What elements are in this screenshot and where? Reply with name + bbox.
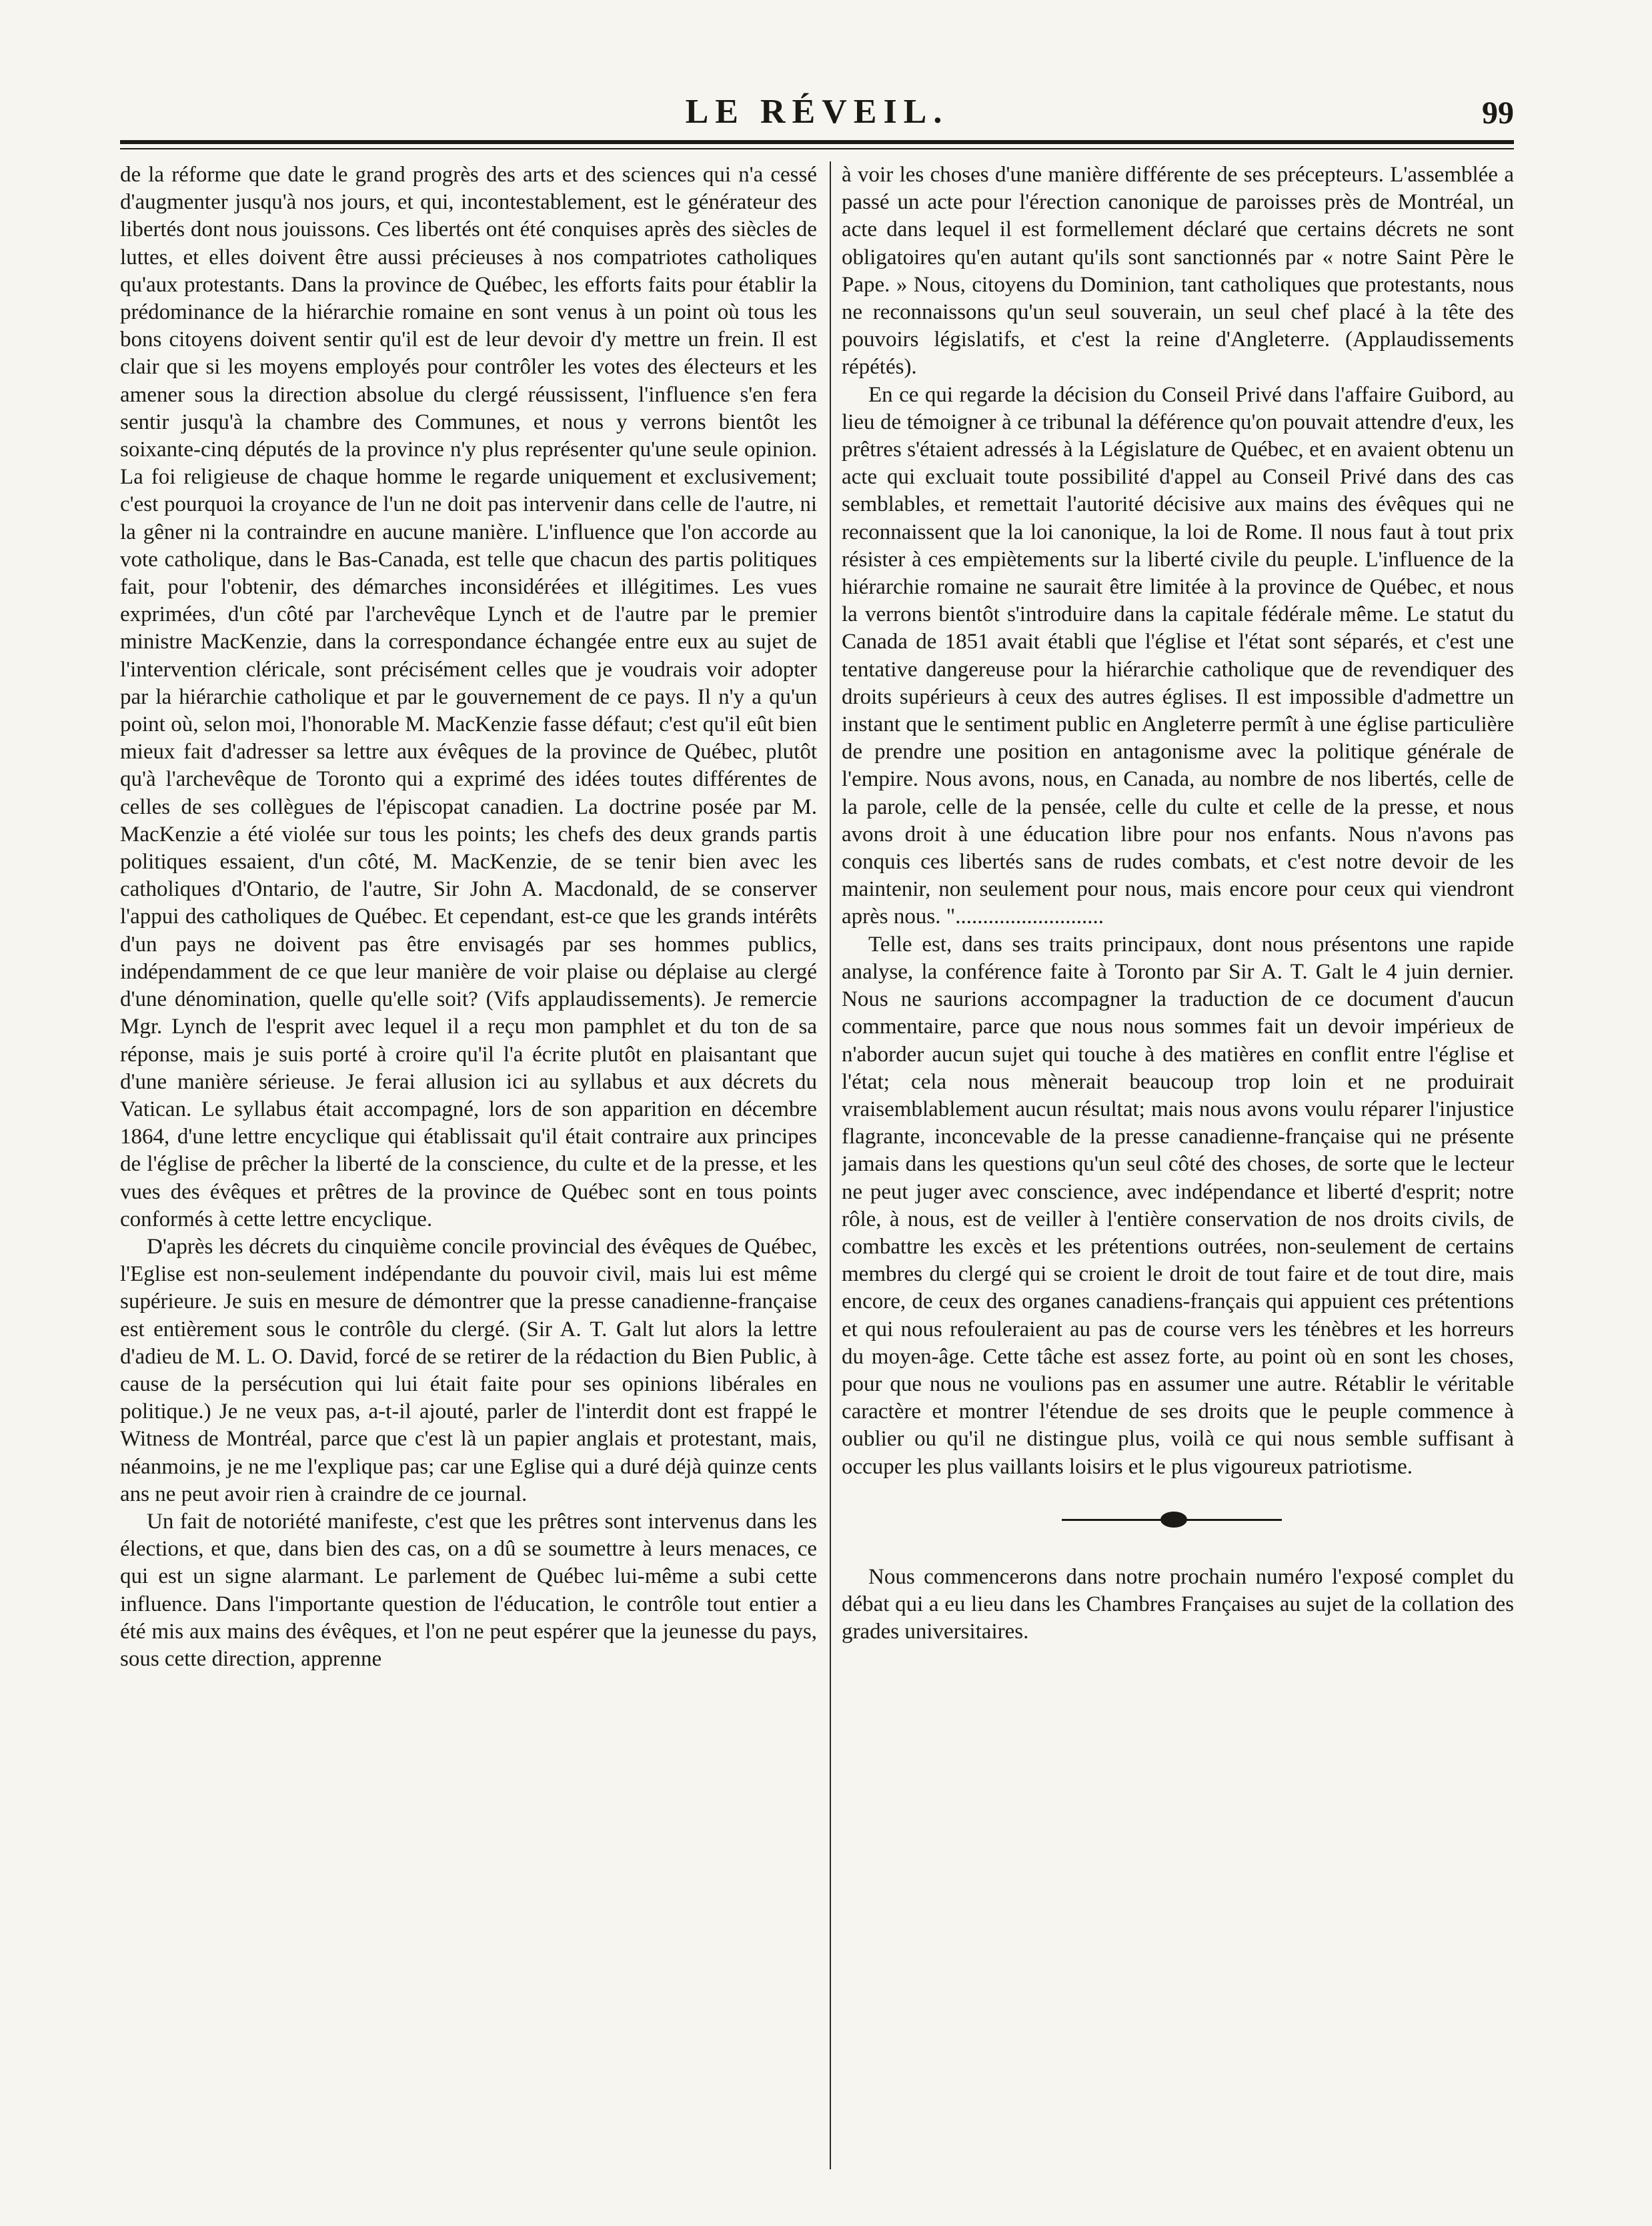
right-column: [842, 161, 1514, 2169]
paragraph: D'après les décrets du cinquième concile provincial des évêques de Québec, l'Eglise est non-seulement indépendante du pouvoir civil, mais lui est même supérieure. Je suis en mesure de démontrer que la presse canadienne-française est entièrement sous le contrôle du clergé. (Sir A. T. Galt lut alors la lettre d'adieu de M. L. O. David, forcé de se retirer de la rédaction du Bien Public, à cause de la persécution qui lui était faite pour ses opinions libérales en politique.) Je ne veux pas, a-t-il ajouté, parler de l'interdit dont est frappé le Witness de Montréal, parce que c'est là un papier anglais et protestant, mais, néanmoins, je ne me l'explique pas; car une Eglise qui a duré déjà quinze cents ans ne peut avoir rien à craindre de ce journal.: [120, 1234, 817, 1506]
column-divider: [830, 161, 831, 2169]
ornament-divider: [842, 1500, 1514, 1540]
paragraph: En ce qui regarde la décision du Conseil Privé dans l'affaire Guibord, au lieu de témoigner à ce tribunal la déférence qu'on pouvait attendre d'eux, les prêtres s'étaient adressés à la Législature de Québec, et en avaient obtenu un acte qui excluait toute possibilité d'appel au Conseil Privé dans des cas semblables, et remettait l'autorité décisive aux mains des évêques qui ne reconnaissent que la loi canonique, la loi de Rome. Il nous faut à tout prix résister à ces empiètements sur la liberté civile du peuple. L'influence de la hiérarchie romaine ne saurait être limitée à la province de Québec, et nous la verrons bientôt s'introduire dans la capitale fédérale même. Le statut du Canada de 1851 avait établi que l'église et l'état sont séparés, et c'est une tentative dangereuse pour la hiérarchie catholique que de revendiquer des droits supérieurs à ceux des autres églises. Il est impossible d'admettre un instant que le sentiment public en Angleterre permît à une église particulière de prendre une position en antagonisme avec la politique générale de l'empire. Nous avons, nous, en Canada, au nombre de nos libertés, celle de la parole, celle de la pensée, celle du culte et celle de la presse, et nous avons droit à une éducation libre pour nos enfants. Nous n'avons pas conquis ces libertés sans de rudes combats, et c'est notre devoir de les maintenir, non seulement pour nous, mais encore pour ceux qui viendront après nous. "...........................: [842, 382, 1514, 929]
page-title: LE RÉVEIL.: [685, 93, 949, 131]
left-column: [120, 161, 817, 2169]
header-rule-thin: [120, 148, 1514, 149]
ornament-dot: [1160, 1512, 1187, 1528]
paragraph: à voir les choses d'une manière différente de ses précepteurs. L'assemblée a passé un acte pour l'érection canonique de paroisses près de Montréal, un acte dans lequel il est formellement déclaré que certains décrets ne sont obligatoires qu'en autant qu'ils sont sanctionnés par « notre Saint Père le Pape. » Nous, citoyens du Dominion, tant catholiques que protestants, nous ne reconnaissons qu'un seul souverain, un seul chef placé à la tête des pouvoirs législatifs, et c'est la reine d'Angleterre. (Applaudissements répétés).: [842, 163, 1514, 380]
paragraph: Telle est, dans ses traits principaux, dont nous présentons une rapide analyse, la conférence faite à Toronto par Sir A. T. Galt le 4 juin dernier. Nous ne saurions accompagner la traduction de ce document d'aucun commentaire, parce que nous nous sommes fait un devoir impérieux de n'aborder aucun sujet qui touche à des matières en conflit entre l'église et l'état; cela nous mènerait beaucoup trop loin et ne produirait vraisemblablement aucun résultat; mais nous avons voulu réparer l'injustice flagrante, inconcevable de la presse canadienne-française qui ne présente jamais dans les questions qu'un seul côté des choses, de sorte que le lecteur ne peut juger avec conscience, avec indépendance et liberté d'esprit; notre rôle, à nous, est de veiller à l'entière conservation de nos droits civils, de combattre les excès et les prétentions outrées, non-seulement de certains membres du clergé qui se croient le droit de tout faire et de tout dire, mais encore, de ceux des organes canadiens-français qui appuient ces prétentions et qui nous refouleraient au pas de course vers les ténèbres et les horreurs du moyen-âge. Cette tâche est assez forte, au point où en sont les choses, pour que nous ne voulions pas en assumer une autre. Rétablir le véritable caractère et montrer l'étendue de ses droits que le peuple commence à oublier ou qu'il ne distingue plus, voilà ce qui nous semble suffisant à occuper les plus vaillants loisirs et le plus vigoureux patriotisme.: [842, 932, 1514, 1479]
page-header: [120, 87, 1514, 140]
paragraph: Un fait de notoriété manifeste, c'est que les prêtres sont intervenus dans les élections, et que, dans bien des cas, on a dû se soumettre à leurs menaces, ce qui est un signe alarmant. Le parlement de Québec lui-même a subi cette influence. Dans l'importante question de l'éducation, le contrôle tout entier a été mis aux mains des évêques, et l'on ne peut espérer que la jeunesse du pays, sous cette direction, apprenne: [120, 1509, 817, 1671]
paragraph: de la réforme que date le grand progrès des arts et des sciences qui n'a cessé d'augmenter jusqu'à nos jours, et qui, incontestablement, est le générateur des libertés dont nous jouissons. Ces libertés ont été conquises après des siècles de luttes, et elles doivent être aussi précieuses à nos compatriotes catholiques qu'aux protestants. Dans la province de Québec, les efforts faits pour établir la prédominance de la hiérarchie romaine en sont venus à un point où tous les bons citoyens doivent sentir qu'il est de leur devoir d'y mettre un frein. Il est clair que si les moyens employés pour contrôler les votes des électeurs et les amener sous la direction absolue du clergé réussissent, l'influence s'en fera sentir jusqu'à la chambre des Communes, et nous y verrons bientôt les soixante-cinq députés de la province n'y plus représenter qu'une seule opinion. La foi religieuse de chaque homme le regarde uniquement et exclusivement; c'est pourquoi la croyance de l'un ne doit pas intervenir dans celle de l'autre, ni la gêner ni la contraindre en aucune manière. L'influence que l'on accorde au vote catholique, dans le Bas-Canada, est telle que chacun des partis politiques fait, pour l'obtenir, des démarches inconsidérées et illégitimes. Les vues exprimées, d'un côté par l'archevêque Lynch et de l'autre par le premier ministre MacKenzie, dans la correspondance échangée entre eux au sujet de l'intervention cléricale, sont précisément celles que je voudrais voir adopter par la hiérarchie catholique et par le gouvernement de ce pays. Il n'y a qu'un point où, selon moi, l'honorable M. MacKenzie fasse défaut; c'est qu'il eût bien mieux fait d'adresser sa lettre aux évêques de la province de Québec, plutôt qu'à l'archevêque de Toronto qui a exprimé des idées toutes différentes de celles de ses collègues de l'épiscopat canadien. La doctrine posée par M. MacKenzie a été violée sur tous les points; les chefs des deux grands partis politiques essaient, d'un côté, M. MacKenzie, de se tenir bien avec les catholiques d'Ontario, de l'autre, Sir John A. Macdonald, de se conserver l'appui des catholiques de Québec. Et cependant, est-ce que les grands intérêts d'un pays ne doivent pas être envisagés par ses hommes publics, indépendamment de ce que leur manière de voir plaise ou déplaise au clergé d'une dénomination, quelle qu'elle soit? (Vifs applaudissements). Je remercie Mgr. Lynch de l'esprit avec lequel il a reçu mon pamphlet et du ton de sa réponse, mais je suis porté à croire qu'il l'a écrite plutôt en plaisantant que d'une manière sérieuse. Je ferai allusion ici au syllabus et aux décrets du Vatican. Le syllabus était accompagné, lors de son apparition en décembre 1864, d'une lettre encyclique qui établissait qu'il était contraire aux principes de l'église de prêcher la liberté de la conscience, du culte et de la presse, et les vues des évêques et prêtres de la province de Québec sont en tous points conformés à cette lettre encyclique.: [120, 163, 817, 1231]
header-rule: [120, 140, 1514, 144]
page-number: 99: [1482, 95, 1514, 131]
closing-note: Nous commencerons dans notre prochain numéro l'exposé complet du débat qui a eu lieu dans les Chambres Françaises au sujet de la collation des grades universitaires.: [842, 1564, 1514, 1644]
